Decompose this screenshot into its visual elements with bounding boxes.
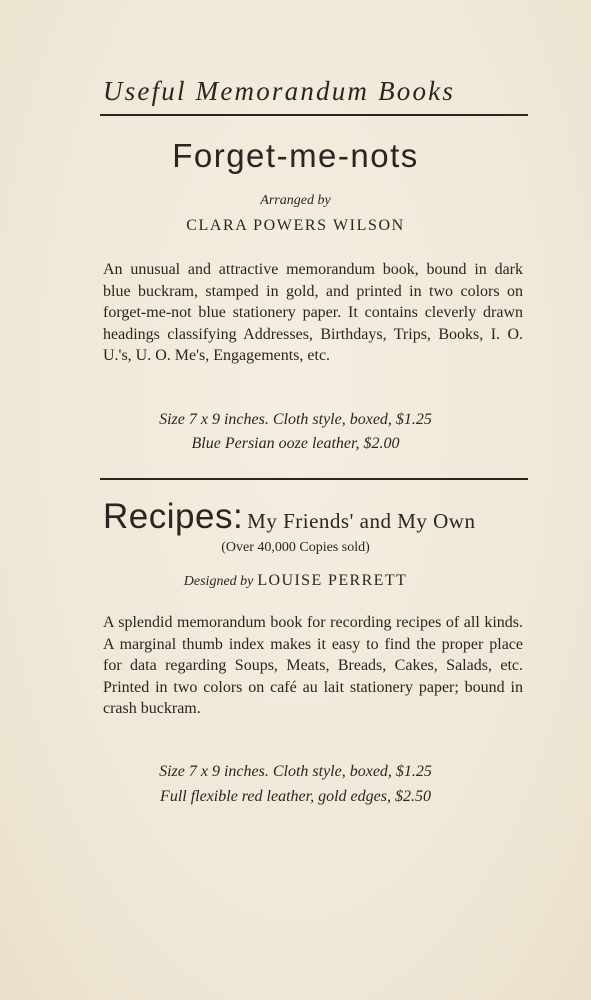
book1-price-line2: Blue Persian ooze leather, $2.00	[191, 435, 400, 452]
book2-title-sub: My Friends' and My Own	[247, 509, 476, 533]
book2-price-line2: Full flexible red leather, gold edges, $2.50	[160, 788, 431, 805]
book2-copies-note: (Over 40,000 Copies sold)	[221, 540, 370, 555]
book2-author: LOUISE PERRETT	[257, 572, 408, 589]
header-rule	[100, 114, 528, 116]
book2-title-main: Recipes:	[103, 497, 244, 536]
book1-price-line1: Size 7 x 9 inches. Cloth style, boxed, $1.25	[159, 411, 432, 428]
book1-title: Forget-me-nots	[172, 137, 419, 174]
book1-description: An unusual and attractive memorandum book, bound in dark blue buckram, stamped in gold, and printed in two colors on forget-me-not blue stationery paper. It contains cleverly drawn headings classifying Addresses, Birthdays, Trips, Books, I. O. U.'s, U. O. Me's, Engagements, etc.	[103, 261, 523, 365]
book1-arranged-by: Arranged by	[260, 193, 331, 208]
section-divider	[100, 478, 528, 480]
book1-author: CLARA POWERS WILSON	[186, 217, 405, 234]
page-header: Useful Memorandum Books	[103, 76, 456, 106]
book2-designed-by: Designed by	[183, 574, 254, 589]
book2-price-line1: Size 7 x 9 inches. Cloth style, boxed, $1.25	[159, 763, 432, 780]
book2-description: A splendid memorandum book for recording recipes of all kinds. A marginal thumb index makes it easy to find the proper place for data regarding Soups, Meats, Breads, Cakes, Salads, etc. Printed in two colors on café au lait stationery paper; bound in crash buckram.	[103, 614, 523, 718]
book2-title	[103, 497, 475, 537]
book2-designed-line	[0, 572, 591, 590]
